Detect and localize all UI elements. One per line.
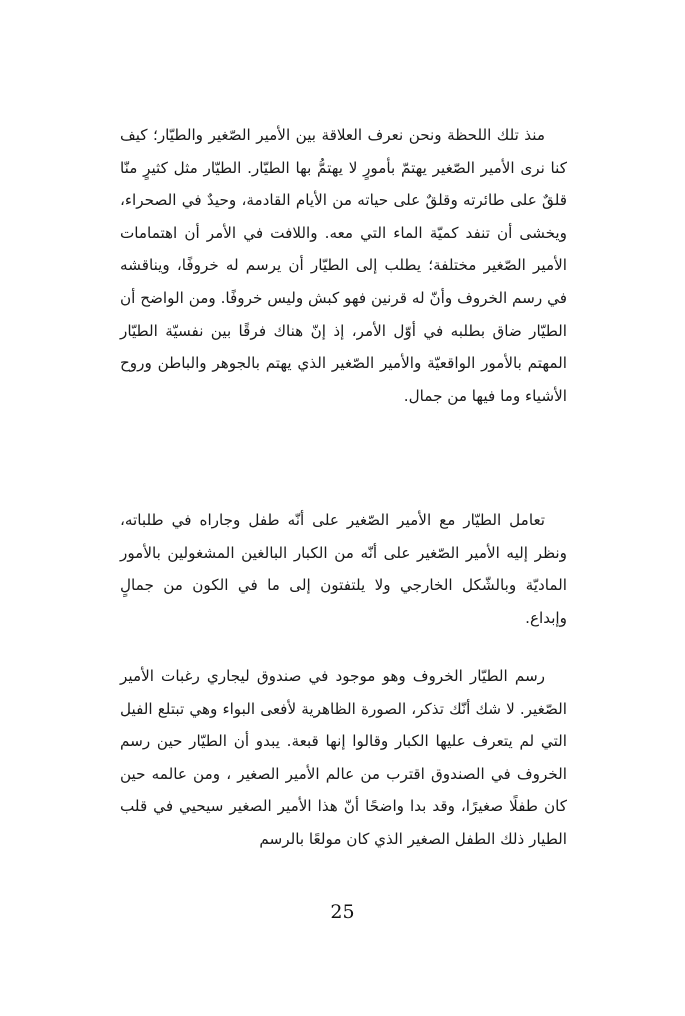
- paragraph-3: [120, 660, 567, 856]
- paragraph-1-text: منذ تلك اللحظة ونحن نعرف العلاقة بين الأمير الصّغير والطيّار؛ كيف كنا نرى الأمير الصّغير يهتمّ بأمورٍ لا يهتمُّ بها الطيّار. الطيّار مثل كثيرٍ منّا قلقٌ على طائرته وقلقٌ على حياته من الأيام القادمة، وحيدٌ في الصحراء، ويخشى أن تنفد كميّة الماء التي معه. واللافت في الأمر أن اهتمامات الأمير الصّغير مختلفة؛ يطلب إلى الطيّار أن يرسم له خروفًا، ويناقشه في رسم الخروف وأنّ له قرنين فهو كبش وليس خروفًا. ومن الواضح أن الطيّار ضاق بطلبه في أوّل الأمر، إذ إنّ هناك فرقًا بين نفسيّة الطيّار المهتم بالأمور الواقعيّة والأمير الصّغير الذي يهتم بالجوهر والباطن وروح الأشياء وما فيها من جمال.: [120, 126, 567, 405]
- paragraph-1: [120, 119, 567, 412]
- paragraph-2-text: تعامل الطيّار مع الأمير الصّغير على أنّه طفل وجاراه في طلباته، ونظر إليه الأمير الصّغير على أنّه من الكبار البالغين المشغولين بالأمور الماديّة وبالشّكل الخارجي ولا يلتفتون إلى ما في الكون من جمالٍ وإبداع.: [120, 511, 567, 627]
- paragraph-3-text: رسم الطيّار الخروف وهو موجود في صندوق ليجاري رغبات الأمير الصّغير. لا شك أنّك تذكر، الصورة الظاهرية لأفعى البواء وهي تبتلع الفيل التي لم يتعرف عليها الكبار وقالوا إنها قبعة. يبدو أن الطيّار حين رسم الخروف في الصندوق اقترب من عالم الأمير الصغير ، ومن عالمه حين كان طفلًا صغيرًا، وقد بدا واضحًا أنّ هذا الأمير الصغير سيحيي في قلب الطيار ذلك الطفل الصغير الذي كان مولعًا بالرسم: [120, 667, 567, 848]
- paragraph-2: [120, 504, 567, 634]
- page-number: 25: [330, 901, 355, 923]
